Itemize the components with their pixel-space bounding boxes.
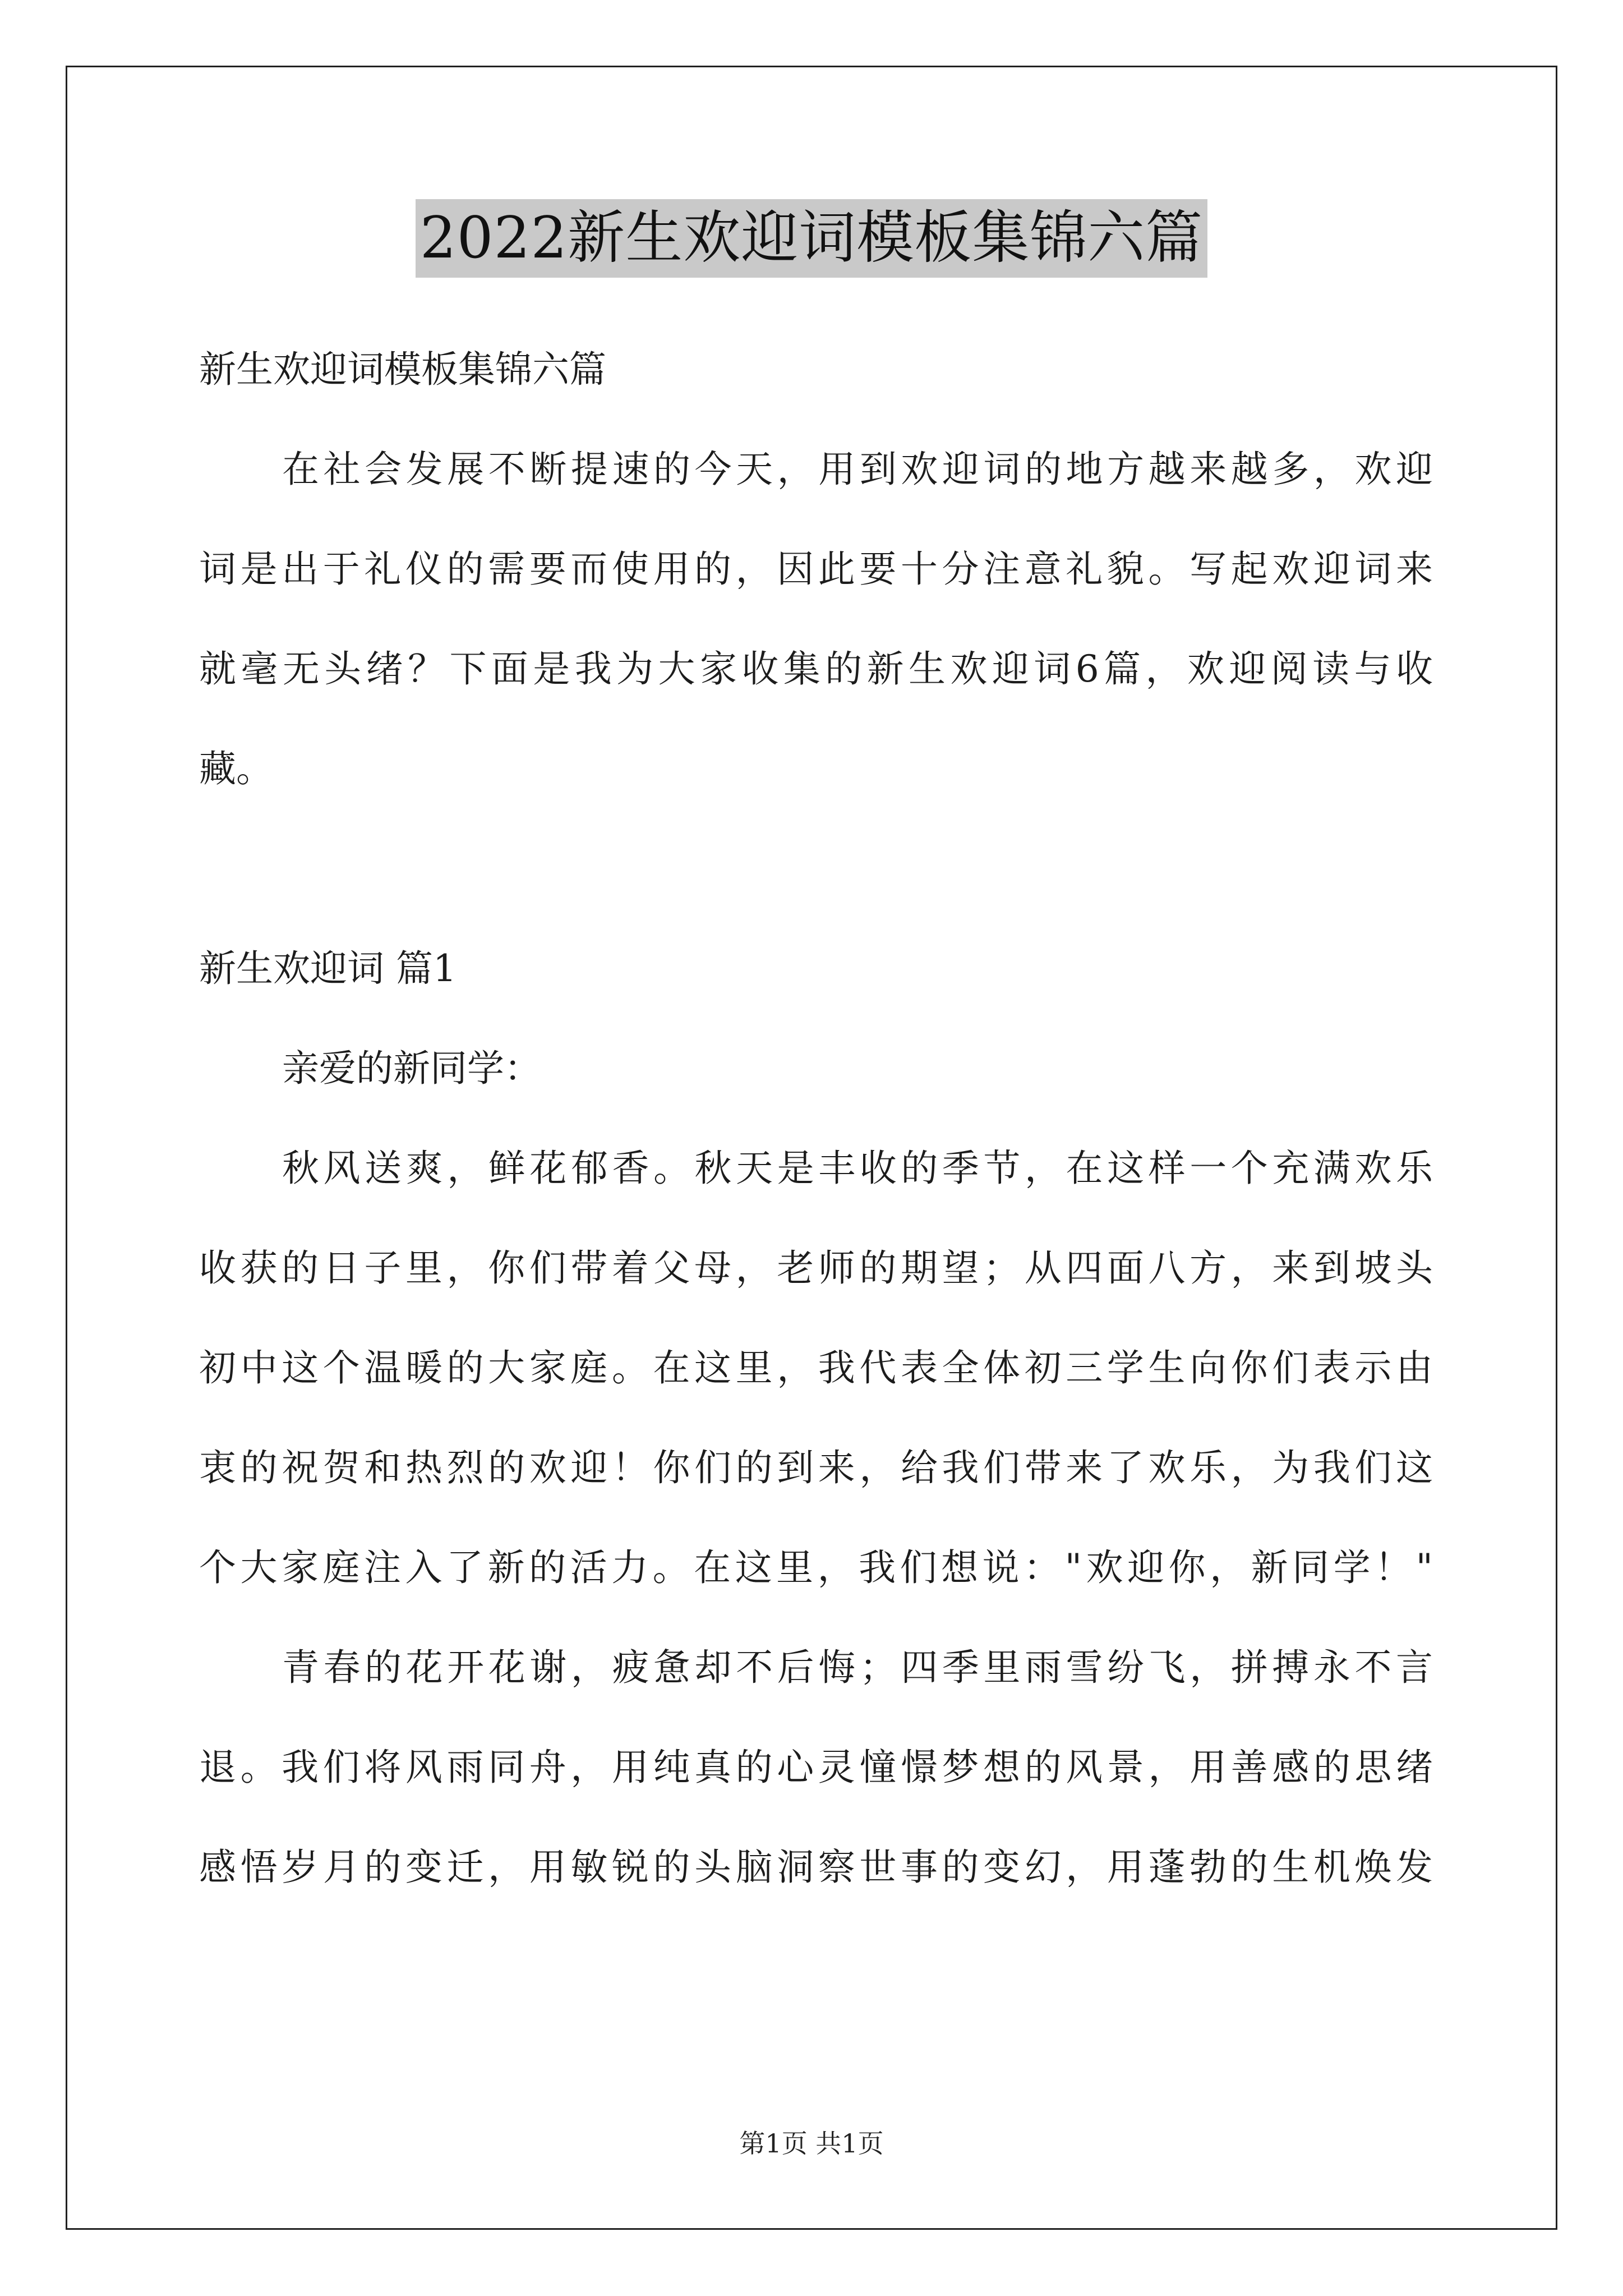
section-heading: 新生欢迎词 篇1 bbox=[199, 947, 457, 990]
paragraph-line: 感悟岁月的变迁，用敏锐的头脑洞察世事的变幻，用蓬勃的生机焕发 bbox=[199, 1846, 1433, 1889]
subtitle: 新生欢迎词模板集锦六篇 bbox=[199, 348, 606, 391]
document-title: 2022新生欢迎词模板集锦六篇 bbox=[416, 199, 1208, 278]
paragraph-line: 收获的日子里，你们带着父母，老师的期望；从四面八方，来到坡头 bbox=[199, 1246, 1433, 1290]
intro-line: 词是出于礼仪的需要而使用的，因此要十分注意礼貌。写起欢迎词来 bbox=[199, 547, 1433, 591]
paragraph-line: 个大家庭注入了新的活力。在这里，我们想说："欢迎你，新同学！" bbox=[199, 1546, 1433, 1589]
paragraph-line: 初中这个温暖的大家庭。在这里，我代表全体初三学生向你们表示由 bbox=[199, 1346, 1433, 1389]
intro-line: 在社会发展不断提速的今天，用到欢迎词的地方越来越多，欢迎 bbox=[282, 448, 1433, 491]
paragraph-line: 衷的祝贺和热烈的欢迎！你们的到来，给我们带来了欢乐，为我们这 bbox=[199, 1446, 1433, 1489]
document-body bbox=[199, 320, 1433, 1917]
intro-line: 藏。 bbox=[199, 747, 273, 790]
intro-line: 就毫无头绪？下面是我为大家收集的新生欢迎词6篇，欢迎阅读与收 bbox=[199, 647, 1433, 691]
paragraph-line: 秋风送爽，鲜花郁香。秋天是丰收的季节，在这样一个充满欢乐 bbox=[282, 1147, 1433, 1190]
paragraph-line: 青春的花开花谢，疲惫却不后悔；四季里雨雪纷飞，拼搏永不言 bbox=[282, 1646, 1433, 1689]
paragraph-line: 退。我们将风雨同舟，用纯真的心灵憧憬梦想的风景，用善感的思绪 bbox=[199, 1746, 1433, 1789]
greeting: 亲爱的新同学： bbox=[282, 1047, 541, 1090]
page-footer: 第1页 共1页 bbox=[739, 2128, 884, 2159]
title-wrap bbox=[0, 199, 1623, 278]
